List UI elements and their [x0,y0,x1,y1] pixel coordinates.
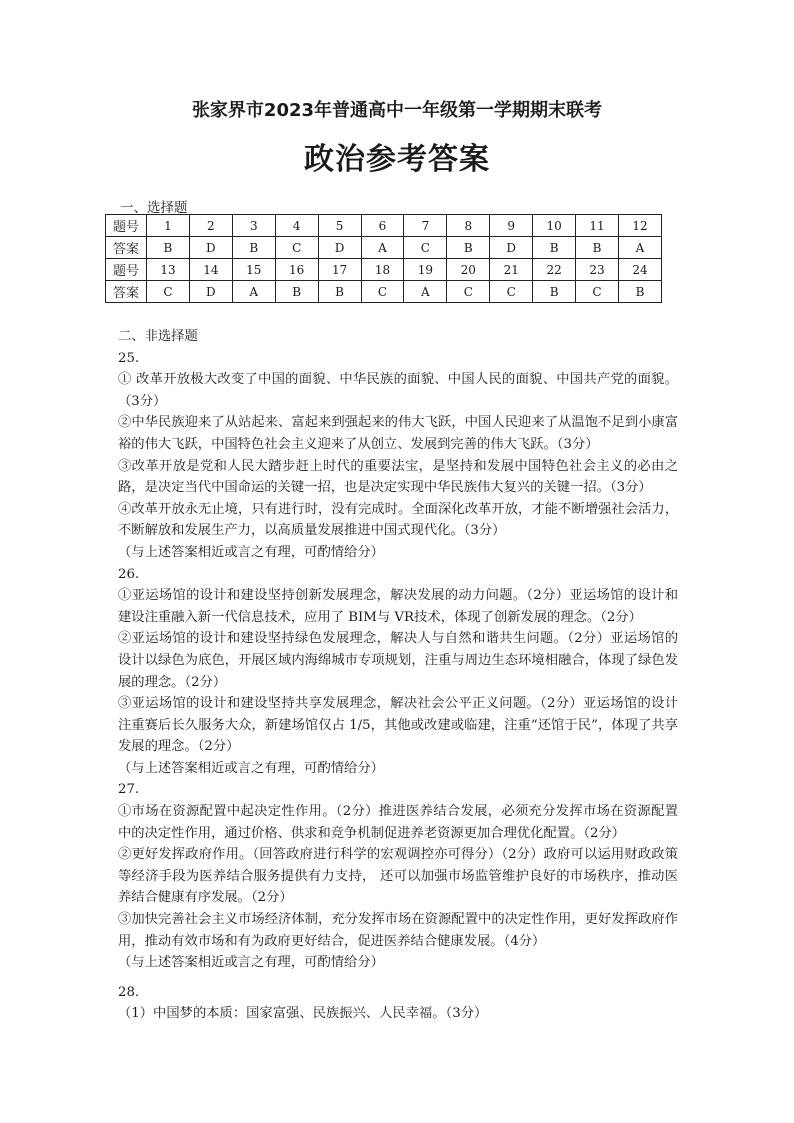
table-cell: 13 [147,259,190,281]
table-cell: B [618,281,661,303]
table-cell: A [618,237,661,259]
row-label: 答案 [106,281,147,303]
table-cell: B [275,281,318,303]
answer-key-title: 政治参考答案 [304,142,490,177]
table-row [106,259,662,281]
table-cell: C [275,237,318,259]
table-row [106,281,662,303]
answer-line: ③加快完善社会主义市场经济体制，充分发挥市场在资源配置中的决定性作用，更好发挥政府作用，推动有效市场和有为政府更好结合，促进医养结合健康发展。（4分） [118,912,678,949]
row-label: 答案 [106,237,147,259]
answer-line: 28. [118,984,140,1000]
answer-line: ②亚运场馆的设计和建设坚持绿色发展理念，解决人与自然和谐共生问题。（2分）亚运场馆的设计以绿色为底色，开展区域内海绵城市专项规划，注重与周边生态环境相融合，体现了绿色发展的理念。（2分） [118,631,678,690]
table-row [106,237,662,259]
table-cell: 14 [189,259,232,281]
table-cell: C [576,281,619,303]
row-label: 题号 [106,215,147,237]
table-cell: B [533,281,576,303]
table-cell: B [232,237,275,259]
answer-line: 25. [118,350,140,366]
table-cell: 10 [533,215,576,237]
table-cell: A [232,281,275,303]
table-cell: D [189,237,232,259]
table-cell: 5 [318,215,361,237]
table-cell: B [147,237,190,259]
table-cell: 19 [404,259,447,281]
table-cell: 8 [447,215,490,237]
answer-line: ① 改革开放极大改变了中国的面貌、中华民族的面貌、中国人民的面貌、中国共产党的面貌。（3分） [118,372,678,409]
table-cell: 17 [318,259,361,281]
table-cell: B [447,237,490,259]
table-cell: 3 [232,215,275,237]
answer-line: ①亚运场馆的设计和建设坚持创新发展理念，解决发展的动力问题。（2分）亚运场馆的设计和建设注重融入新一代信息技术，应用了 BIM与 VR技术，体现了创新发展的理念。（2分） [118,588,678,625]
answer-note: （与上述答案相近或言之有理，可酌情给分） [118,955,384,971]
section-non-choice-heading: 二、非选择题 [118,329,198,344]
table-cell: C [447,281,490,303]
answer-line: ②中华民族迎来了从站起来、富起来到强起来的伟大飞跃，中国人民迎来了从温饱不足到小康富裕的伟大飞跃，中国特色社会主义迎来了从创立、发展到完善的伟大飞跃。（3分） [118,415,678,452]
exam-title: 张家界市2023年普通高中一年级第一学期期末联考 [191,100,603,121]
answer-table [105,214,662,303]
section-non-choice [118,326,678,1025]
table-cell: 7 [404,215,447,237]
table-cell: B [576,237,619,259]
table-cell: 23 [576,259,619,281]
table-cell: 4 [275,215,318,237]
table-cell: 24 [618,259,661,281]
answer-line: ①市场在资源配置中起决定性作用。（2分）推进医养结合发展，必须充分发挥市场在资源配置中的决定性作用，通过价格、供求和竞争机制促进养老资源更加合理优化配置。（2分） [118,804,678,841]
table-cell: D [318,237,361,259]
table-cell: 2 [189,215,232,237]
row-label: 题号 [106,259,147,281]
table-cell: 16 [275,259,318,281]
answer-line: （1）中国梦的本质：国家富强、民族振兴、人民幸福。（3分） [118,1006,488,1022]
table-row [106,215,662,237]
section-multiple-choice-heading: 一、选择题 [120,200,188,216]
table-cell: C [147,281,190,303]
table-cell: 22 [533,259,576,281]
table-cell: 20 [447,259,490,281]
table-cell: B [533,237,576,259]
table-cell: B [318,281,361,303]
table-cell: D [490,237,533,259]
table-cell: C [361,281,404,303]
table-cell: C [490,281,533,303]
table-cell: 12 [618,215,661,237]
table-cell: 18 [361,259,404,281]
table-cell: 15 [232,259,275,281]
answer-line: ②更好发挥政府作用。（回答政府进行科学的宏观调控亦可得分）（2分）政府可以运用财政政策等经济手段为医养结合服务提供有力支持， 还可以加强市场监管维护良好的市场秩序，推动医养结合健康有序发展。（2分） [118,847,678,906]
table-cell: 9 [490,215,533,237]
table-cell: 21 [490,259,533,281]
answer-line: ③亚运场馆的设计和建设坚持共享发展理念，解决社会公平正义问题。（2分）亚运场馆的设计注重赛后长久服务大众，新建场馆仅占 1/5，其他或改建或临建，注重“还馆于民”，体现了共享发展的理念。（2分） [118,696,678,755]
table-cell: C [404,237,447,259]
answer-line: ③改革开放是党和人民大踏步赶上时代的重要法宝，是坚持和发展中国特色社会主义的必由之路，是决定当代中国命运的关键一招，也是决定实现中华民族伟大复兴的关键一招。（3分） [118,458,678,496]
table-cell: 1 [147,215,190,237]
table-cell: A [361,237,404,259]
answer-line: ④改革开放永无止境，只有进行时，没有完成时。全面深化改革开放，才能不断增强社会活力，不断解放和发展生产力，以高质量发展推进中国式现代化。（3分） [118,501,678,539]
table-cell: A [404,281,447,303]
table-cell: D [189,281,232,303]
answer-note: （与上述答案相近或言之有理，可酌情给分） [118,544,384,560]
answer-note: （与上述答案相近或言之有理，可酌情给分） [118,760,384,776]
answer-line: 27. [118,782,140,798]
table-cell: 11 [576,215,619,237]
answer-line: 26. [118,566,140,582]
table-cell: 6 [361,215,404,237]
